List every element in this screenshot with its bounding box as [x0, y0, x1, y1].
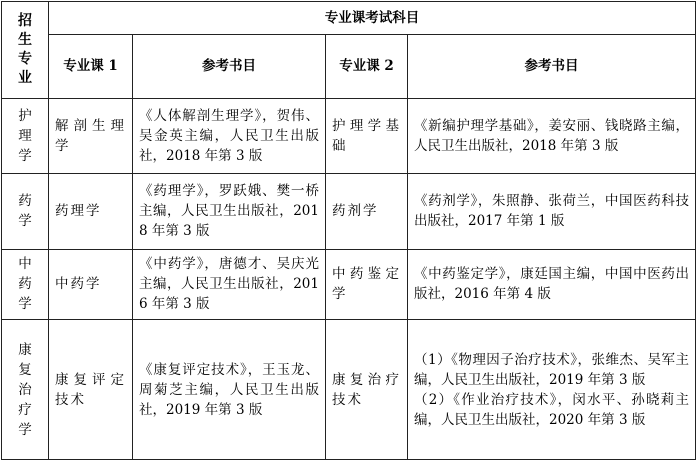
- major-cell: 康 复 治 疗 学: [2, 320, 49, 460]
- enroll-major-header: 招 生 专 业: [2, 2, 49, 99]
- ref2-item: （1）《物理因子治疗技术》，张维杰、吴军主编，人民卫生出版社，2019 年第 3 版: [414, 351, 689, 388]
- ref2-cell: [408, 320, 696, 460]
- ref1-cell: 《康复评定技术》，王玉龙、周菊芝主编，人民卫生出版社，2019 年第 3 版: [133, 320, 326, 460]
- course2-cell: 中药鉴定学: [326, 249, 408, 319]
- table-row: [2, 174, 696, 249]
- exam-subjects-header: 专业课考试科目: [49, 2, 696, 35]
- major-cell: 护 理 学: [2, 98, 49, 173]
- ref1-header: 参考书目: [133, 35, 326, 98]
- course1-cell: 药理学: [49, 174, 133, 249]
- ref2-cell: 《新编护理学基础》，姜安丽、钱晓路主编，人民卫生出版社，2018 年第 3 版: [408, 98, 696, 173]
- ref1-cell: 《中药学》，唐德才、吴庆光主编，人民卫生出版社，2016 年第 3 版: [133, 249, 326, 319]
- table-row: [2, 320, 696, 460]
- course1-cell: 解剖生理学: [49, 98, 133, 173]
- course1-cell: 中药学: [49, 249, 133, 319]
- ref2-cell: 《药剂学》，朱照静、张荷兰，中国医药科技出版社，2017 年第 1 版: [408, 174, 696, 249]
- ref2-cell: 《中药鉴定学》，康廷国主编，中国中医药出版社，2016 年第 4 版: [408, 249, 696, 319]
- table-row: [2, 98, 696, 173]
- major-cell: 药 学: [2, 174, 49, 249]
- ref1-cell: 《人体解剖生理学》，贺伟、吴金英主编，人民卫生出版社，2018 年第 3 版: [133, 98, 326, 173]
- table-row: [2, 249, 696, 319]
- ref1-cell: 《药理学》，罗跃娥、樊一桥主编，人民卫生出版社，2018 年第 3 版: [133, 174, 326, 249]
- major-cell: 中 药 学: [2, 249, 49, 319]
- course2-cell: 康复治疗技术: [326, 320, 408, 460]
- ref2-item: （2）《作业治疗技术》，闵水平、孙晓莉主编，人民卫生出版社，2020 年第 3 版: [414, 391, 689, 428]
- course2-cell: 药剂学: [326, 174, 408, 249]
- ref2-header: 参考书目: [408, 35, 696, 98]
- course1-header: 专业课 1: [49, 35, 133, 98]
- course1-cell: 康复评定技术: [49, 320, 133, 460]
- course2-header: 专业课 2: [326, 35, 408, 98]
- course2-cell: 护理学基础: [326, 98, 408, 173]
- exam-subjects-table: [1, 1, 696, 460]
